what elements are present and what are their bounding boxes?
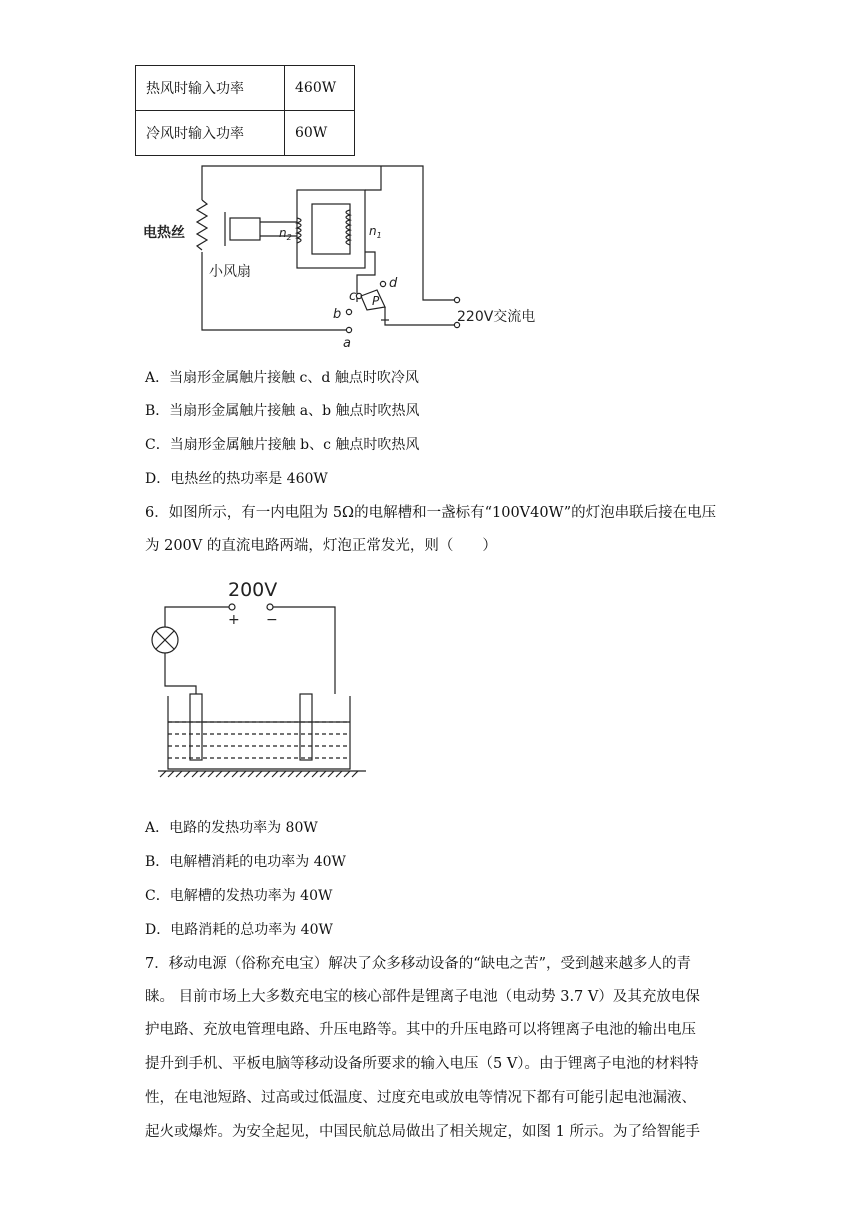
negative-terminal-icon [267,604,273,610]
terminal-d-label: d [389,276,398,291]
n1-label: $n_1$ [369,224,382,240]
q7-line: 睐。 目前市场上大多数充电宝的核心部件是锂离子电池（电动势 3.7 V）及其充放电保 [145,989,700,1005]
q6-stem-line2: 为 200V 的直流电路两端，灯泡正常发光，则（ ） [145,538,497,554]
table-cell: 60W [285,111,355,156]
q7-line: 性，在电池短路、过高或过低温度、过度充电或放电等情况下都有可能引起电池漏液、 [145,1090,696,1106]
q7-line: 起火或爆炸。为安全起见，中国民航总局做出了相关规定，如图 1 所示。为了给智能手 [145,1124,700,1140]
coil-n2-icon [297,218,301,243]
q7-line: 7．移动电源（俗称充电宝）解决了众多移动设备的“缺电之苦”，受到越来越多人的青 [145,956,692,972]
table-row [136,111,355,156]
positive-terminal-icon [229,604,235,610]
electrode-left-icon [190,694,202,760]
table-cell: 冷风时输入功率 [136,111,285,156]
q6-option-b: B．电解槽消耗的电功率为 40W [145,854,346,870]
terminal-a-label: a [343,336,351,351]
plus-sign: + [228,612,240,628]
table-row [136,66,355,111]
heater-label: 电热丝 [143,225,185,241]
terminal-c-label: c [349,289,357,304]
minus-sign: − [266,612,278,628]
n2-label: $n_2$ [279,226,292,242]
supply-label: 220V交流电 [457,309,536,325]
voltage-label: 200V [228,579,278,601]
q7-line: 提升到手机、平板电脑等移动设备所要求的输入电压（5 V）。由于锂离子电池的材料特 [145,1056,699,1072]
fan-label: 小风扇 [209,264,251,280]
table-cell: 热风时输入功率 [136,66,285,111]
coil-n1-icon [346,210,350,245]
heater-resistor-icon [197,200,207,250]
hair-dryer-circuit-diagram [135,160,565,355]
electrode-right-icon [300,694,312,760]
q6-option-c: C．电解槽的发热功率为 40W [145,888,333,904]
table-cell: 460W [285,66,355,111]
lamp-icon [152,627,178,653]
q5-option-d: D．电热丝的热功率是 460W [145,471,328,487]
spec-table [135,65,355,156]
q5-option-c: C．当扇形金属触片接触 b、c 触点时吹热风 [145,437,420,453]
q6-option-d: D．电路消耗的总功率为 40W [145,922,333,938]
terminal-b-label: b [333,307,342,322]
contact-p-label: P [372,294,380,308]
q6-option-a: A．电路的发热功率为 80W [145,820,318,836]
q5-option-a: A．当扇形金属触片接触 c、d 触点时吹冷风 [145,370,419,386]
q7-line: 护电路、充放电管理电路、升压电路等。其中的升压电路可以将锂离子电池的输出电压 [145,1022,696,1038]
q5-option-b: B．当扇形金属触片接触 a、b 触点时吹热风 [145,403,420,419]
electrolytic-cell-diagram [150,574,375,779]
q6-stem-line1: 6．如图所示，有一内电阻为 5Ω的电解槽和一盏标有“100V40W”的灯泡串联后接在电压 [145,505,717,521]
